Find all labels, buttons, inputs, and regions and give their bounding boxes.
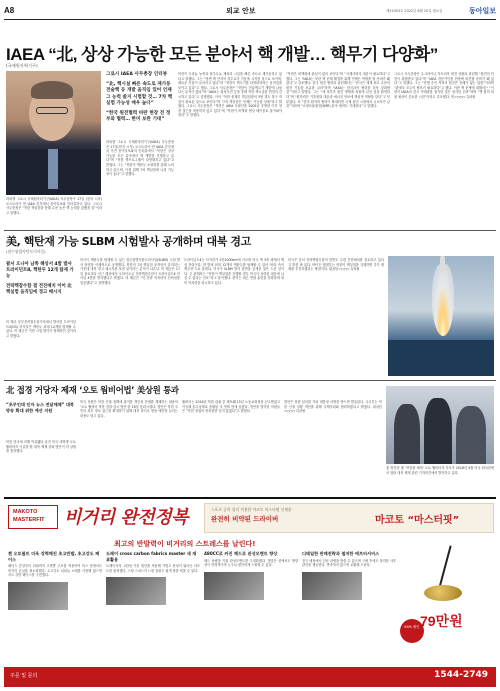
quote-line: “초무인데 인자 뉴스 전달매체” 대북방송 확대 위한 예산 지원 <box>6 402 74 413</box>
product-name: 마코토 “마스터핏” <box>375 515 460 526</box>
quote-line: 괌서 오니아 남쪽 해상서 4발 발사 트라이던트Ⅱ, 핵탄두 12개 탑재 가능 <box>6 262 74 279</box>
article3-quotes <box>6 402 76 418</box>
article2-quotes <box>6 262 76 300</box>
article2-body-col: 미국은 앞서 전략핵잠수함의 한반도 주변 전진배치를 검토하고 있다고 밝힌 바 있다. 바이든 행정부는 북한이 핵실험을 강행하면 추가 제재를 추진하겠다는 방침이다. 워싱턴=○○○ 특파원 <box>288 258 384 272</box>
divider <box>4 380 496 381</box>
ad-banner: 스포츠 공학 섭리 적용한 마코토 마스터핏 신제품 완전히 비약된 드라이버 마코토 “마스터핏” <box>204 503 494 533</box>
ad-feature: 480CC로 커진 헤드로 관성모멘트 향상 헤드 용량을 키워 관성모멘트를 극대화했다. 빗맞은 샷에서도 방향성이 안정적이며 누구나 편안하게 스윙할 수 있다. <box>204 551 298 661</box>
product-image <box>204 572 264 600</box>
quote-line: “北, 핵시설 빠른 속도로 재가동 전술핵 등 개발 움직임 있어 언제 그 능력 쓸지 시험할 것… 7차 핵실험 가능성 매우 높다” <box>106 82 173 106</box>
ad-feature: 젠 오토볼트 더욱 강력해진 초고반발, 초고강도 페이스 페이스 중앙부터 외곽까지 고반발 구조를 적용하여 미스 샷에서도 비거리 손실을 최소화했다. 초고강도 티타늄 소재를 사용해 얇으면서도 강한 페이스를 구현했다. <box>8 551 102 661</box>
missile-launch-photo <box>388 256 494 376</box>
page-header <box>4 4 496 20</box>
product-image <box>106 577 166 605</box>
article3-body-col: 웜비어는 2016년 북한 관광 중 체포돼 15년 노동교화형을 선고받았고 이듬해 혼수상태로 송환된 지 엿새 만에 숨졌다. 법안을 발의한 의원들은 “북한 정권의 잔혹함을 잊지 않겠다”고 밝혔다. <box>182 400 280 414</box>
page-number: A8 <box>4 6 15 15</box>
discount-badge: 64% 할인 <box>400 619 424 643</box>
article3-body-col: 북한 당국에 의해 억류됐다 숨진 미국 대학생 오토 웜비어의 이름을 딴 대북 제재 강화 법안이 미 상원을 통과했다. <box>6 440 76 454</box>
article1-body-col: 북한이 우라늄 농축과 플루토늄 재처리 시설을 빠른 속도로 재가동하고 있다고 말했다. 그는 “영변 핵 단지의 경수로가 가동을 시작한 것으로 보이며, 새로운 건물이 들어서고 있다”며 “북한이 핵무기를 다양화하려는 움직임을 보이고 있다”고 했다. 그로시 사무총장은 “북한이 전술핵무기 개발에 나섰다는 분석이 많다”며 “IAEA는 위성사진 등을 통해 북한 핵시설을 면밀히 감시하고 있다”고 설명했다. 이어 “북한 풍계리 핵실험장의 3번 갱도 복구 작업이 완료된 것으로 보인다”며 “7차 핵실험은 언제든 가능한 상태”라고 밝혔다. 그로시 사무총장은 “북한은 IAEA 사찰단을 2009년 추방한 이후 현장 접근을 허용하지 않고 있다”며 “북한이 비핵화 협상 테이블로 돌아와야 한다”고 말했다. <box>178 72 282 118</box>
article2-headline: 美, 핵탄재 가능 SLBM 시험발사 공개하며 대북 경고 <box>6 235 251 248</box>
article1-quotes <box>106 72 174 127</box>
article2-body-col: 트라이던트Ⅱ는 사거리가 1만2000km에 이르며 미국 핵 3축 체계의 핵심 전력이다. 한 발에 최대 12개의 핵탄두를 탑재할 수 있어 ‘바다 속의 핵우산’으로 불린다. 미국이 SLBM 발사 장면을 공개한 것은 드문 일이다. 군 관계자는 “북한이 핵실험을 강행할 경우 미국이 강력한 대응에 나설 수 있다는 신호”라고 풀이했다. 한미는 최근 연합 훈련을 강화하며 대북 억지력을 과시하고 있다. <box>184 258 284 285</box>
article2-source: (잠수함발사탄도미사일) <box>6 249 46 254</box>
brand-logo: MAKOTO MASTERFIT <box>8 505 58 529</box>
ad-price: 79만원 <box>420 613 463 629</box>
quote-line: 전략핵잠수함 결 전진배치 이어 北 핵실험 움직임에 경고 메시지 <box>6 284 72 295</box>
article3-body-col: 법안은 하원 심의를 거쳐 대통령 서명을 받으면 발효된다. 국무부는 북한 인권 상황 개선을 위해 국제사회와 협력하겠다고 밝혔다. 워싱턴=○○○ 특파원 <box>284 400 382 414</box>
quote-line: 그로시 IAEA 사무총장 인터뷰 <box>106 72 168 77</box>
article2-body-col: 미국이 핵탄두를 탑재할 수 있는 잠수함발사탄도미사일(SLBM) 시험 발사 장면을 이례적으로 공개했다. 북한의 7차 핵실험 움직임이 감지되는 가운데 대북 경고 메시지를 보낸 것이라는 분석이 나온다. 미 해군은 17일 플로리다 인근 해상에서 오하이오급 전략핵잠수함이 트라이던트Ⅱ 미사일 4발을 발사했다고 밝혔다. 미 해군은 “미 전략 억지력의 신뢰성을 입증했다”고 설명했다. <box>80 258 180 285</box>
article1-body-col: 그로시 사무총장은 우크라이나 자포리자 원전 상황과 관련해 “원전의 안전이 위협받고 있다”며 “IAEA 전문가단을 현장에 파견할 준비가 돼 있다”고 말했다. 그는 “전쟁 중인 지역의 원전은 전례가 없는 위험”이라며 “관계국 모두의 협조가 필요하다”고 했다. 이란 핵 문제에 대해서는 “이란이 IAEA의 감시 카메라를 철거한 것은 심각한 우려”라며 “핵 합의 복원 협상이 중요한 시점”이라고 강조했다. 빈=○○○ 특파원 <box>394 72 494 99</box>
grossi-photo <box>6 71 101 195</box>
article3-headline: 北 접경 거당자 제재 ‘오토 웜비어법’ 美상원 통과 <box>6 385 179 395</box>
phone-number[interactable]: 1544-2749 <box>434 670 488 680</box>
section-title: 외교 안보 <box>226 7 256 15</box>
article1-body-col: “북한은 비핵화에 관심이 없어 보인다”며 “국제사회의 대응이 필요하다”고 했다. 그는 “IAEA는 북한 핵 문제 해결을 위해 언제든 역할을 할 준비가 돼 있다”고 강조했다. 한국 원전 협력과 관련해서는 “한국은 세계 최고 수준의 원전 기술을 보유한 나라”라며 “IAEA는 한국과의 협력을 더욱 강화할 것”이라고 말했다. 그는 “새 정부가 원전 생태계 복원에 나선 것을 환영한다”며 “원자력은 기후변화 대응과 에너지 안보에 핵심적 역할을 한다”고 덧붙였다. 또 “한미 원자력 협력이 확대되면 국제 원전 시장에서 시너지가 클 것”이라며 “소형모듈원전(SMR) 분야 협력도 기대한다”고 말했다. <box>286 72 390 109</box>
product-image <box>302 572 362 600</box>
ad-tagline: 최고의 반발력이 비거리의 스트레스를 날린다! <box>114 540 256 548</box>
photo-caption: 北 방문한 美 ‘북한판 채비’ 오토 웜비어의 부모가 2018년 4월 미국 워싱턴에서 열린 대북 제재 관련 기자회견에서 발언하고 있다. <box>386 466 494 475</box>
article1-lead: 라파엘 그로시 국제원자력기구(IAEA) 사무총장은 17일(현지 시각) 오스트리아 빈 IAEA 본부에서 가진 동아일보와의 인터뷰에서 “북한은 상상 가능한 모든 분야에서 핵 개발을 진행하고 있다”며 “북한 핵프로그램이 다양해지고 있다”고 밝혔다. 그는 “북한이 핵탄두 소형화를 위해 노력하고 있으며, 이를 위해 7차 핵실험에 나설 가능성이 높다”고 말했다. <box>106 140 174 177</box>
divider <box>4 230 496 231</box>
quote-line: “한국 원전협력 바란 현장 전 정부와 협력… 한미 보완 기대” <box>106 111 171 123</box>
article1-headline: IAEA “北, 상상 가능한 모든 분야서 핵 개발… 핵무기 다양화” <box>6 45 438 64</box>
issue-date: 제31053호 2022년 6월 20일 월요일 <box>386 9 443 13</box>
golf-driver-advertisement[interactable] <box>4 497 496 687</box>
golf-driver-image <box>404 545 474 607</box>
article3-body-col: 미국 상원은 북한 인권 침해에 관여한 개인과 단체를 제재하는 내용의 ‘오토 웜비어 북한 검열·감시 법안’을 16일 통과시켰다. 법안은 북한 주민의 외부 정보 접근을 확대하기 위해 대북 라디오 방송 예산을 늘리는 내용도 담고 있다. <box>80 400 178 418</box>
ad-feature: 디테일한 판매전략과 철저한 에프터서비스 전국 매장에서 전문 피팅을 받을 수 있으며 구매 후에도 철저한 사후관리를 제공한다. 만족하지 않으면 교환해 드린다. <box>302 551 396 661</box>
photo-caption: 라파엘 그로시 국제원자력기구(IAEA) 사무총장이 17일 (현지 시각) 오스트리아 빈 IAEA 본부에서 동아일보와 인터뷰하고 있다. 그로시 사무총장은 “북한 핵실험을 통해 수준 높은 핵 능력을 갖췄을 것”이라고 말했다. <box>6 197 102 215</box>
phone-label: 주문 및 문의 <box>10 673 38 679</box>
ad-footer[interactable] <box>4 667 496 687</box>
warmbier-photo <box>386 386 494 464</box>
ad-slogan: 비거리 완전정복 <box>64 507 188 528</box>
article1-source: (국제원자력기구) <box>6 63 38 68</box>
product-image <box>8 582 68 610</box>
ad-feature: 도레이 cross carbon fabrics master 새 재료활용 도레이사의 고탄성 카본 원단을 적용해 가볍고 탄성이 뛰어난 샤프트를 완성했다. 스윙 스피드가 느린 골퍼도 쉽게 볼을 띄울 수 있다. <box>106 551 200 661</box>
newspaper-logo: 동아일보 <box>468 6 496 15</box>
article2-body-col: 미 해군 동부전략잠수함기지에서 발사한 트라이던트Ⅱ(D5) 미사일은 핵탄두 최대 12개를 탑재할 수 있다. 미 해군은 이번 시험 발사가 정례적인 것이라고 밝혔다. <box>6 320 76 338</box>
